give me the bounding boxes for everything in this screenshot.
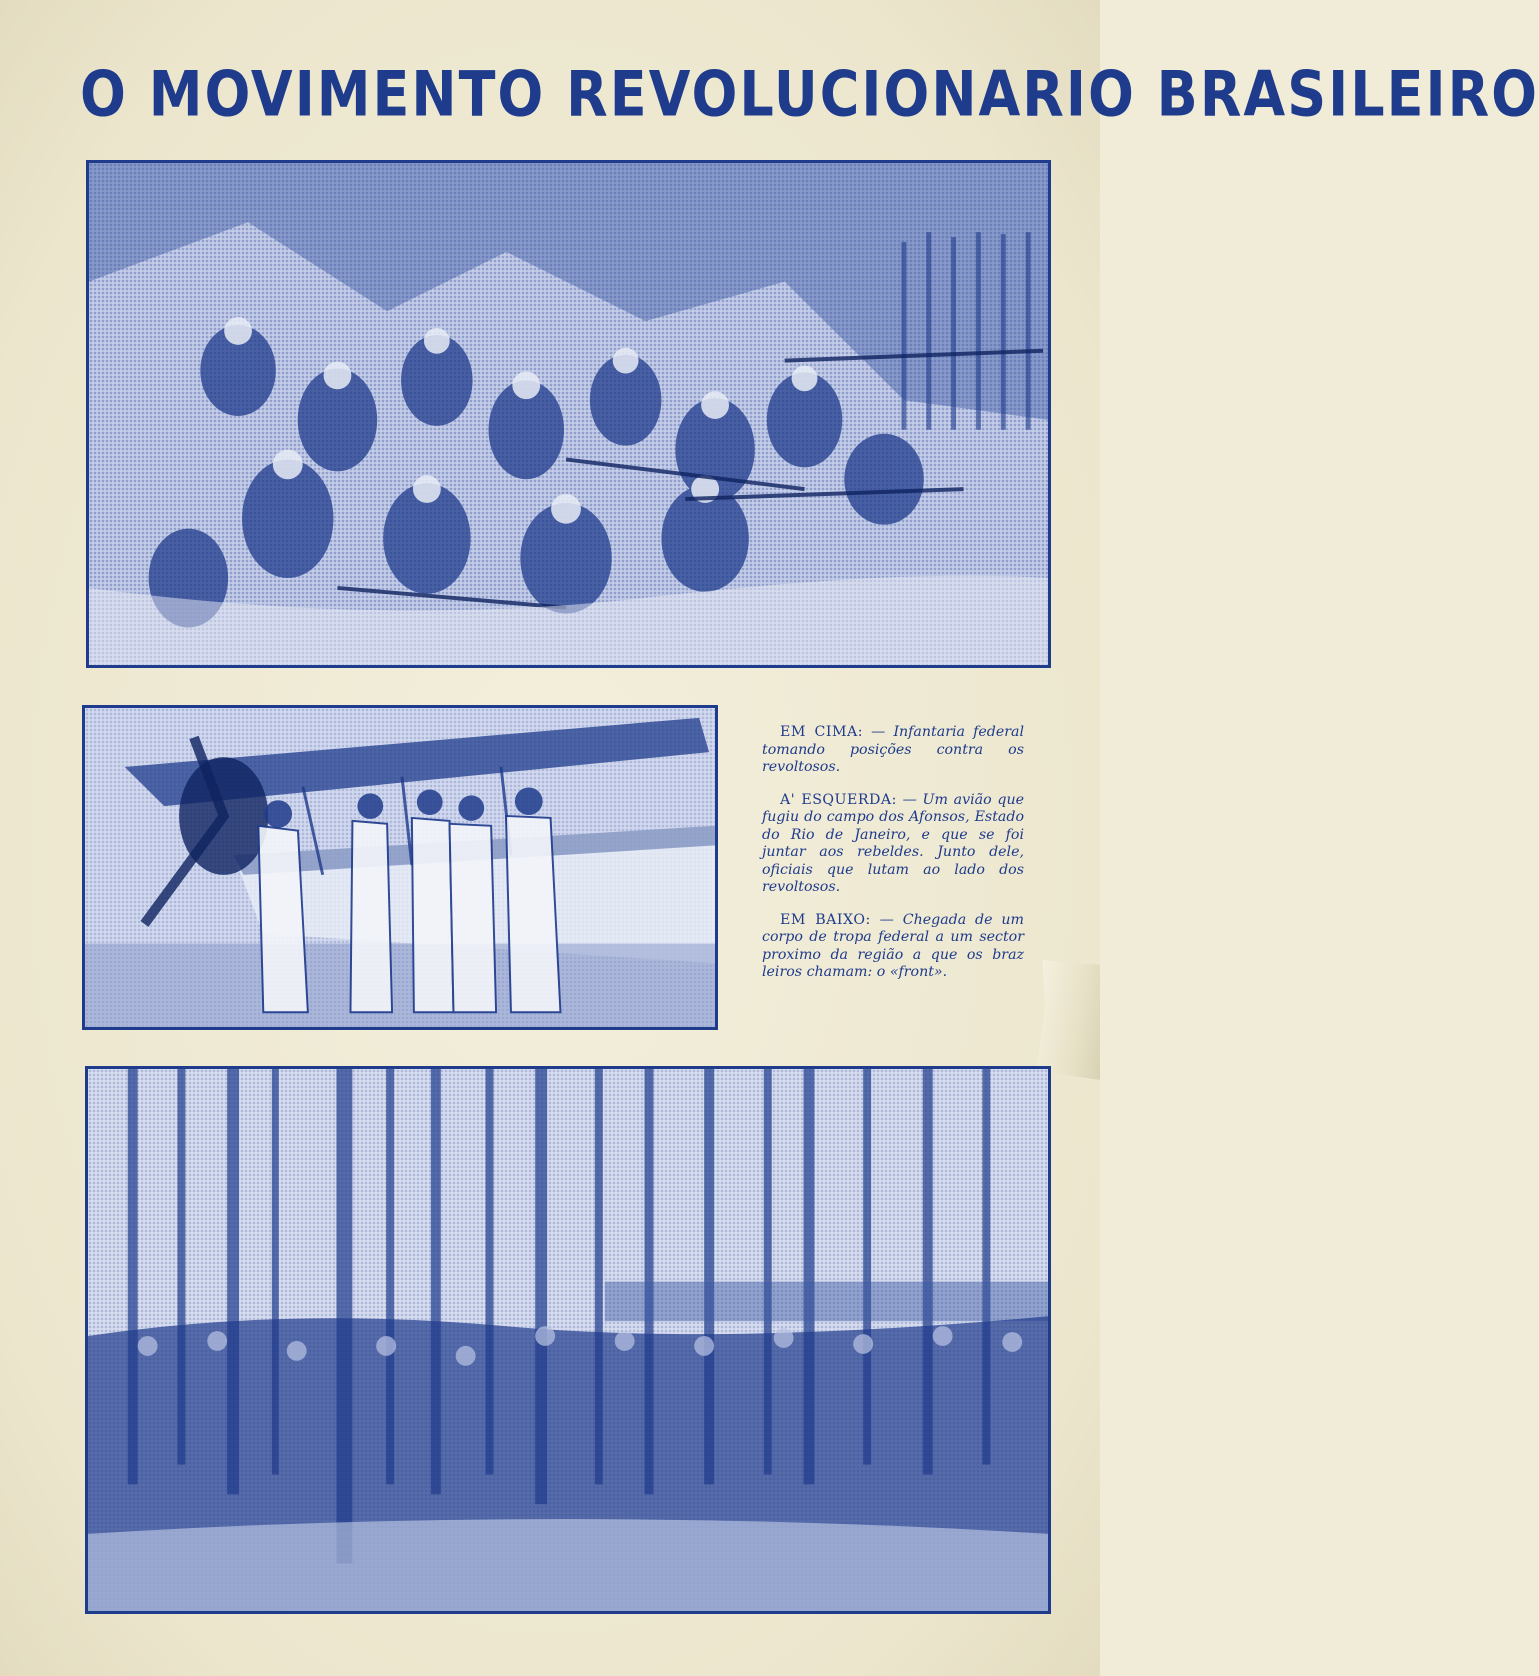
caption-top: [762, 724, 1024, 777]
infantry-photo: [86, 160, 1051, 668]
caption-bottom: [762, 912, 1024, 982]
caption-left-lead: A' ESQUERDA:: [780, 791, 897, 808]
troops-forest-photo-drawing: [88, 1069, 1048, 1611]
caption-top-lead: EM CIMA:: [780, 724, 864, 740]
biplane-photo-drawing: [85, 708, 715, 1027]
biplane-photo: [82, 705, 718, 1030]
caption-left: [762, 792, 1024, 897]
paper-tear: [1036, 960, 1100, 1080]
caption-bottom-lead: EM BAIXO:: [780, 911, 871, 928]
caption-left-text: — Um avião que fugiu do campo dos Afonsos, Estado do Rio de Janeiro, e que se foi juntar aos rebeldes. Junto dele, oficiais que lutam ao lado dos revoltosos.: [762, 791, 1024, 895]
caption-bottom-text: — Chegada de um corpo de tropa federal a um sector proximo da região a que os braz leiros chamam: o «front».: [762, 911, 1024, 980]
caption-top-text: — Infantaria federal tomando posições contra os revoltosos.: [762, 724, 1024, 775]
page-title: O MOVIMENTO REVOLUCIONARIO BRASILEIRO: [80, 58, 1539, 131]
infantry-photo-drawing: [89, 163, 1048, 665]
troops-forest-photo: [85, 1066, 1051, 1614]
photo-caption: [762, 724, 1024, 997]
